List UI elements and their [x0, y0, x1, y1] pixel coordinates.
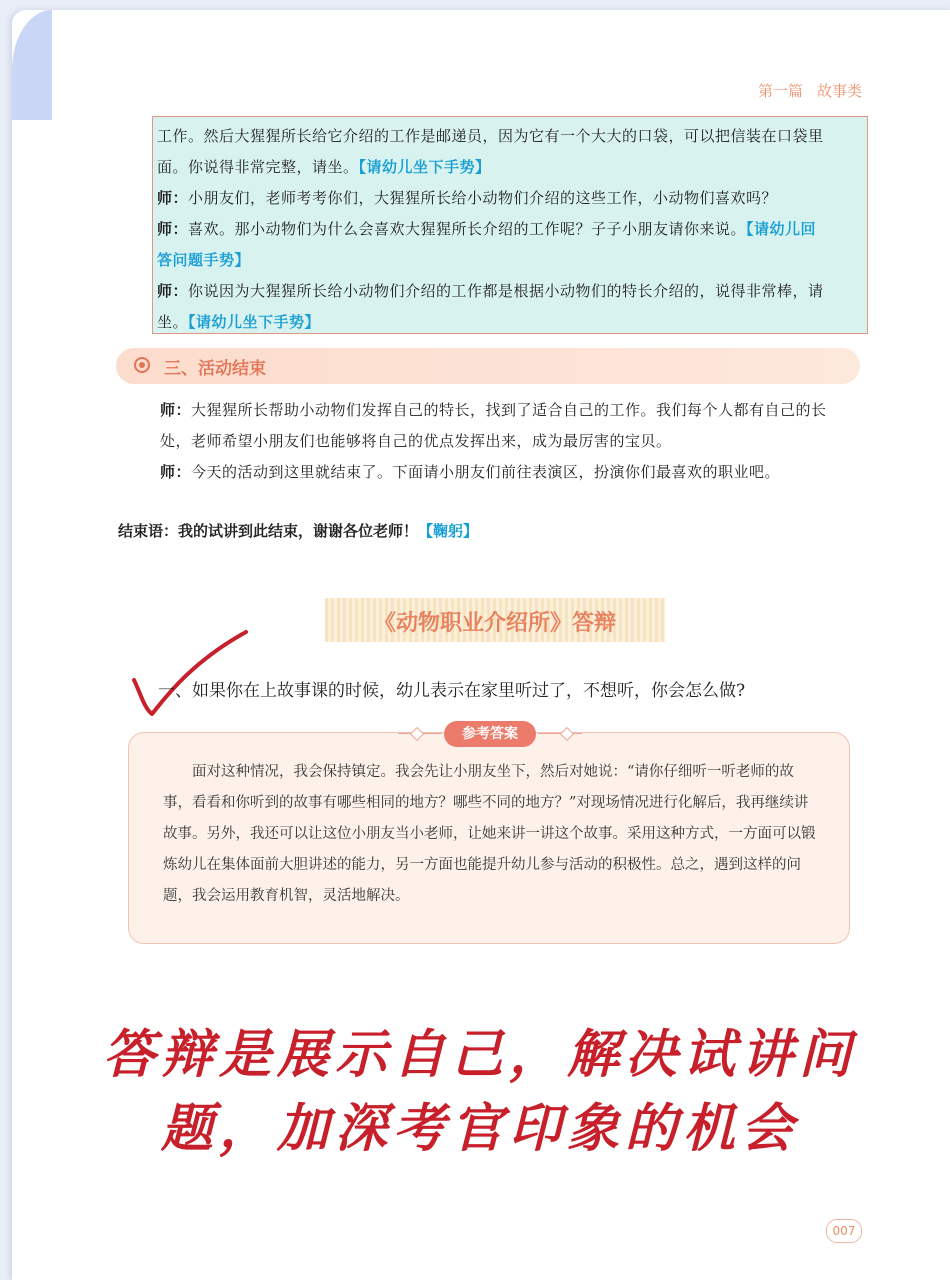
gesture-tip: 【请幼儿坐下手势】 [188, 313, 321, 331]
dialogue-text: 面。你说得非常完整，请坐。 [157, 158, 359, 176]
gesture-tip: 【请幼儿回 [746, 220, 817, 238]
answer-text: 面对这种情况，我会保持镇定。我会先让小朋友坐下，然后对她说：“请你仔细听一听老师的故事，看看和你听到的故事有哪些相同的地方？哪些不同的地方？”对现场情况进行化解后，我再继续讲故事。另外，我还可以让这位小朋友当小老师，让她来讲一讲这个故事。采用这种方式，一方面可以锻炼幼儿在集体面前大胆讲述的能力，另一方面也能提升幼儿参与活动的积极性。总之，遇到这样的问题，我会运用教育机智，灵活地解决。 [163, 764, 816, 904]
body-line [160, 395, 860, 426]
section-body [160, 395, 860, 488]
speaker-label: 师： [157, 189, 189, 207]
dialogue-line [157, 152, 859, 183]
body-text: 今天的活动到这里就结束了。下面请小朋友们前往表演区，扮演你们最喜欢的职业吧。 [191, 463, 781, 481]
dialogue-text: 你说因为大猩猩所长给小动物们介绍的工作都是根据小动物们的特长介绍的，说得非常棒，请 [188, 282, 824, 300]
dialogue-line [157, 121, 859, 152]
section-title: 三、活动结束 [164, 359, 266, 379]
dialogue-line [157, 183, 859, 214]
page-number: 007 [826, 1219, 862, 1243]
dialogue-box [152, 116, 868, 334]
header-category: 故事类 [816, 82, 862, 100]
dialogue-line [157, 307, 859, 338]
dialogue-text: 坐。 [157, 313, 189, 331]
answer-box [128, 732, 850, 944]
body-text: 大猩猩所长帮助小动物们发挥自己的特长，找到了适合自己的工作。我们每个人都有自己的长 [191, 401, 827, 419]
defense-banner [325, 596, 665, 644]
bow-tip: 【鞠躬】 [418, 522, 479, 540]
closing-text: 结束语：我的试讲到此结束，谢谢各位老师！ [118, 522, 419, 540]
dialogue-line [157, 276, 859, 307]
banner-title: 《动物职业介绍所》答辩 [373, 610, 616, 636]
answer-tag: 参考答案 [444, 721, 536, 747]
speaker-label: 师： [157, 282, 189, 300]
speaker-label: 师： [160, 401, 192, 419]
dialogue-line [157, 214, 859, 245]
body-line [160, 457, 860, 488]
speaker-label: 师： [160, 463, 192, 481]
closing-statement [118, 520, 478, 541]
question-text: 一、如果你在上故事课的时候，幼儿表示在家里听过了，不想听，你会怎么做? [158, 681, 746, 701]
dialogue-line [157, 245, 859, 276]
handwritten-note [100, 1018, 860, 1166]
body-line [160, 426, 860, 457]
gesture-tip: 答问题手势】 [157, 251, 251, 269]
dialogue-text: 工作。然后大猩猩所长给它介绍的工作是邮递员，因为它有一个大大的口袋，可以把信装在口袋里 [157, 127, 824, 145]
corner-decoration [12, 10, 52, 120]
section-header [116, 348, 860, 384]
handwritten-line: 答辩是展示自己，解决试讲问 [102, 1025, 857, 1085]
handwritten-line: 题，加深考官印象的机会 [160, 1099, 799, 1159]
header-part: 第一篇 [757, 82, 803, 100]
speaker-label: 师： [157, 220, 189, 238]
body-text: 处，老师希望小朋友们也能够将自己的优点发挥出来，成为最厉害的宝贝。 [160, 432, 672, 450]
page-header [758, 80, 862, 101]
gesture-tip: 【请幼儿坐下手势】 [358, 158, 491, 176]
target-icon [134, 357, 150, 373]
dialogue-text: 喜欢。那小动物们为什么会喜欢大猩猩所长介绍的工作呢？子子小朋友请你来说。 [188, 220, 747, 238]
dialogue-text: 小朋友们，老师考考你们，大猩猩所长给小动物们介绍的这些工作，小动物们喜欢吗？ [188, 189, 778, 207]
